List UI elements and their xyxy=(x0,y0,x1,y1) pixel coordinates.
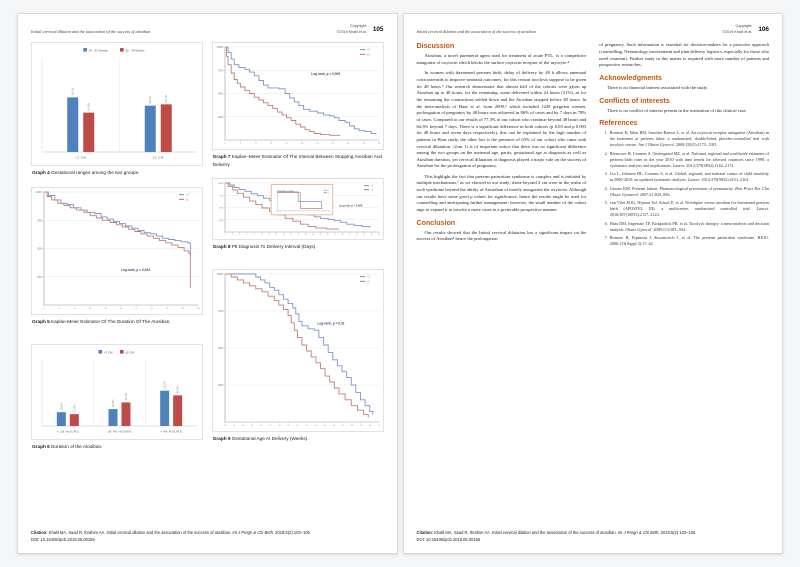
svg-text:50%: 50% xyxy=(37,247,43,251)
svg-text:24: 24 xyxy=(282,233,285,236)
graph5-figure xyxy=(31,187,203,330)
svg-text:24: 24 xyxy=(73,307,76,310)
svg-text:24: 24 xyxy=(285,143,288,146)
graph8-caption: Graph 8 Ptl Diagnosis To Delivery Interval (Days). xyxy=(212,243,317,249)
svg-text:Log rank, p = 0,008: Log rank, p = 0,008 xyxy=(338,204,363,208)
graph8-km-chart xyxy=(212,178,384,240)
svg-text:50%: 50% xyxy=(217,346,224,350)
graph9-figure xyxy=(212,269,384,447)
svg-text:60: 60 xyxy=(370,233,373,236)
reference-item: 7. Romero R, Espinoza J, Kusanovich J, et al. The preterm parturition syndrome. BJOG. 2006;113(Suppl 3):17–42. xyxy=(609,235,769,247)
svg-text:33: 33 xyxy=(304,233,307,236)
discussion-heading: Discussion xyxy=(416,42,455,51)
svg-text:33: 33 xyxy=(305,424,308,427)
svg-text:18-48 HOURS: 18-48 HOURS xyxy=(107,429,132,434)
svg-text:<2: <2 xyxy=(327,190,329,192)
running-title: Initial cervical dilation and the association of the success of atosiban xyxy=(416,29,536,34)
svg-text:6: 6 xyxy=(238,233,240,236)
svg-text:42: 42 xyxy=(331,143,334,146)
svg-text:49,3%: 49,3% xyxy=(149,96,153,105)
graph6-bar-chart xyxy=(31,344,203,440)
svg-text:100%: 100% xyxy=(216,46,224,50)
citation-footer xyxy=(417,530,770,543)
svg-text:Log rank, p = 0,005: Log rank, p = 0,005 xyxy=(310,72,340,77)
reference-item: 1. Romero R, Sibai BM, Sanchez-Ramos L, et al. An oxytocin receptor antagonist (Atosiban) in the treatment of preterm labor: a randomized, double-blind, placebo-controlled trial with tocolytic rescue. Am J Obstet Gynecol. 2000;182(5):1173–1183. xyxy=(609,130,769,148)
svg-text:75%: 75% xyxy=(217,309,224,313)
svg-text:≥2: ≥2 xyxy=(185,196,189,201)
acknowledgments-text: There is no financial interest associated with the study. xyxy=(607,85,708,91)
doi-line: DOI: 10.15406/ipcb.2019.05.00156 xyxy=(416,536,481,542)
svg-text:27: 27 xyxy=(250,424,254,427)
svg-text:48: 48 xyxy=(104,307,107,310)
graph7-caption: Graph 7 Kaplan–Meier Estimator Of The Interval Between Stopping Atosiban And Delivery xyxy=(212,154,383,167)
text-column-left xyxy=(417,42,587,249)
svg-text:41: 41 xyxy=(377,424,380,427)
svg-text:108: 108 xyxy=(180,307,185,310)
svg-text:96: 96 xyxy=(166,307,169,310)
citation-line: Citation: Khalil MA, Saad R, Ibrahim AA. Initial cervical dilation and the association of the success of atosiban. Int J Pregn & Chi Birth. 2019;5(2):103–106. xyxy=(416,530,697,536)
svg-text:34: 34 xyxy=(314,424,317,427)
discussion-paragraph-1: Atosiban, a novel parenteral agent used for treatment of acute PTL, is a competitive antagonist of oxytocin which blocks the surface oxytocin receptor of the myocyte.⁴ xyxy=(416,53,587,66)
svg-text:26: 26 xyxy=(241,424,245,427)
svg-text:30: 30 xyxy=(297,233,300,236)
svg-text:50%: 50% xyxy=(217,92,224,96)
svg-text:25%: 25% xyxy=(37,275,43,279)
svg-text:17,9%: 17,9% xyxy=(73,404,77,412)
svg-text:<2: <2 xyxy=(370,185,373,188)
svg-text:≥2: ≥2 xyxy=(370,189,373,192)
graph7-figure xyxy=(212,42,384,172)
svg-text:30: 30 xyxy=(300,143,303,146)
svg-text:28: 28 xyxy=(259,424,263,427)
svg-text:36: 36 xyxy=(332,424,335,427)
reference-item: 4. Groom KM. Preterm labour. Pharmacological prevention of prematurity. Best Pract Res Clin Obstet Gynaecol. 2007;21:843–856. xyxy=(609,186,769,198)
page-number: 106 xyxy=(758,26,769,34)
svg-text:63: 63 xyxy=(377,233,380,236)
citation-journal: Int J Pregn & Chi Birth. xyxy=(617,530,660,536)
running-title: Initial cervical dilation and the association of the success of atosiban xyxy=(31,29,151,34)
conflicts-heading: Conflicts of interests xyxy=(599,96,670,105)
svg-text:39: 39 xyxy=(359,424,362,427)
svg-text:36: 36 xyxy=(89,307,92,310)
svg-text:≥2 CM: ≥2 CM xyxy=(125,349,135,354)
citation-journal: Int J Pregn & Chi Birth. xyxy=(232,530,275,536)
svg-text:100%: 100% xyxy=(35,190,43,194)
svg-text:50,7%: 50,7% xyxy=(165,95,169,103)
copyright-value: ©2019 Khalil et al. xyxy=(722,29,753,34)
svg-text:25%: 25% xyxy=(217,383,224,387)
svg-text:36: 36 xyxy=(311,233,314,236)
svg-text:45: 45 xyxy=(333,233,336,236)
svg-text:48: 48 xyxy=(346,143,350,146)
graph4-figure xyxy=(31,42,203,181)
svg-text:54: 54 xyxy=(362,143,365,146)
svg-text:100%: 100% xyxy=(216,272,224,276)
svg-text:75%: 75% xyxy=(217,69,224,73)
copyright-label: Copyright: xyxy=(350,24,367,28)
reference-item: 6. Haas DM, Imperiale TF, Kirkpatrick PR, et al. Tocolytic therapy: a meta-analysis and decision analysis. Obstet Gynecol. 2009;113:585–594. xyxy=(609,221,769,233)
svg-text:≥2: ≥2 xyxy=(327,193,329,195)
copyright-label: Copyright: xyxy=(735,24,753,28)
page-header xyxy=(31,24,384,35)
citation-footer xyxy=(31,530,384,543)
graph9-caption: Graph 9 Gestational Age At Delivery (Weeks). xyxy=(212,435,309,441)
svg-text:12: 12 xyxy=(58,307,61,310)
svg-text:35: 35 xyxy=(323,424,326,427)
svg-text:36: 36 xyxy=(315,143,319,146)
svg-text:25: 25 xyxy=(232,424,235,427)
svg-text:Log-rank, p = 0,544: Log-rank, p = 0,544 xyxy=(121,267,150,272)
svg-text:< 18 HOURS: < 18 HOURS xyxy=(56,429,79,434)
page-left xyxy=(17,13,398,554)
doi-line: DOI: 10.15406/ipcb.2019.05.00156 xyxy=(31,536,95,542)
svg-text:53,5%: 53,5% xyxy=(163,380,167,389)
svg-text:25%: 25% xyxy=(218,219,224,222)
svg-text:21: 21 xyxy=(275,233,278,236)
svg-text:40: 40 xyxy=(368,424,371,427)
svg-text:6: 6 xyxy=(239,143,241,146)
graph9-km-chart xyxy=(212,269,384,432)
svg-text:39: 39 xyxy=(319,233,322,236)
svg-text:38: 38 xyxy=(350,424,353,427)
graph5-caption: Graph 5 Kaplan-Meier Estimator Of The Duration Of The Atosiban. xyxy=(32,318,171,324)
svg-text:100%: 100% xyxy=(217,182,224,185)
reference-item: 2. Blencowe H, Cousens S, Oestergaard MZ, et al. National, regional and worldwide estimates of preterm birth rates in the year 2010 with time trends for selected countries since 1990: a systematic analysis and implications. Lancet. 2012;379(9832):2162–2172. xyxy=(609,151,769,169)
left-figure-column xyxy=(31,42,203,459)
svg-text:32 - 34 Weeks: 32 - 34 Weeks xyxy=(125,48,145,53)
graph6-figure xyxy=(31,344,203,455)
svg-text:0: 0 xyxy=(43,307,45,310)
graph4-caption: Graph 4 Gestational ranges among the two groups. xyxy=(32,170,140,176)
svg-text:12: 12 xyxy=(253,233,256,236)
svg-text:60: 60 xyxy=(119,307,123,310)
svg-text:Log rank, p = 0,04: Log rank, p = 0,04 xyxy=(277,189,294,192)
svg-text:<2: <2 xyxy=(366,274,370,279)
svg-text:<2 CM: <2 CM xyxy=(75,155,87,160)
citation-line: Citation: Khalil MA, Saad R, Ibrahim AA. Initial cervical dilation and the association of the success of atosiban. Int J Pregn & Chi Birth. 2019;5(2):103–106. xyxy=(31,530,311,536)
graph5-km-chart xyxy=(31,187,203,315)
svg-text:<2: <2 xyxy=(366,47,370,52)
svg-text:15: 15 xyxy=(260,233,263,236)
svg-text:≥2: ≥2 xyxy=(366,52,370,57)
reference-item: 3. Liu L, Johnson HL, Cousens S, et al. Global, regional, and national causes of child mortality in 2000-2010: an updated systematic analysis. Lancet. 2012;379(9832):2151–2161. xyxy=(609,171,769,183)
acknowledgments-heading: Acknowledgments xyxy=(599,74,662,83)
svg-text:37: 37 xyxy=(341,424,344,427)
svg-text:42: 42 xyxy=(326,233,329,236)
svg-text:<2 CM: <2 CM xyxy=(103,349,113,354)
svg-text:≥2 CM: ≥2 CM xyxy=(152,155,164,160)
text-column-right xyxy=(599,42,769,249)
svg-text:Log-rank, p = 0,01: Log-rank, p = 0,01 xyxy=(317,320,345,325)
svg-text:32: 32 xyxy=(296,424,299,427)
svg-text:51: 51 xyxy=(348,233,351,236)
svg-text:20,9%: 20,9% xyxy=(60,402,64,410)
svg-text:18: 18 xyxy=(267,233,270,236)
svg-text:72: 72 xyxy=(135,307,138,310)
conclusion-continuation: of pregnancy. Such information is essential for decision-makers for a proactive approach (counselling, Neonatology involvement and plan delivery logistics, especially for those who need cesarean). Further study in this matter is required with more number of patients and prospective researches. xyxy=(599,42,769,68)
right-figure-column xyxy=(212,42,384,459)
copyright-value: ©2019 Khalil et al. xyxy=(336,29,367,34)
svg-text:75%: 75% xyxy=(37,218,43,222)
svg-text:24: 24 xyxy=(223,424,226,427)
graph6-caption: Graph 6 Duration of the Atosiban. xyxy=(32,443,103,449)
svg-text:35,7%: 35,7% xyxy=(125,392,128,401)
conclusion-paragraph: Our results showed that the Initial cervical dilatation has a significant impact on the success of Atosiban⁸ hence the prolongation xyxy=(416,229,587,242)
svg-text:58,1%: 58,1% xyxy=(71,88,75,96)
svg-text:25,6%: 25,6% xyxy=(112,399,115,407)
svg-text:60: 60 xyxy=(377,143,380,146)
svg-text:57: 57 xyxy=(363,233,366,236)
page-header xyxy=(417,24,770,35)
svg-text:50%: 50% xyxy=(218,207,224,210)
svg-text:27: 27 xyxy=(289,233,292,236)
references-heading: References xyxy=(599,119,638,128)
svg-text:48: 48 xyxy=(341,233,344,236)
svg-text:18: 18 xyxy=(269,143,273,146)
svg-text:3: 3 xyxy=(231,233,233,236)
page-number: 105 xyxy=(372,26,384,34)
svg-text:<2: <2 xyxy=(185,192,189,197)
svg-text:120: 120 xyxy=(196,307,200,310)
svg-text:9: 9 xyxy=(246,233,248,236)
discussion-paragraph-3: This highlight the fact that preterm parturition syndrome is complex and is initiated by multiple mechanisms,⁷ as we showed in our study; those beyond 2 cm were in the realm of such syndrome beyond the ability of Atosiaban of merely antagonise the oxytocin. Although our results have some good p values for significance, hence the results might be used for counselling and anticipating further management; however, the small number of the cohort urge to expand it to involve a more cases in a preferable prospective manner. xyxy=(416,173,587,212)
graph4-bar-chart xyxy=(31,42,203,166)
svg-text:0: 0 xyxy=(224,143,226,146)
graph8-figure xyxy=(212,178,384,255)
svg-text:31: 31 xyxy=(287,424,290,427)
svg-text:46,4%: 46,4% xyxy=(176,385,180,393)
svg-text:29: 29 xyxy=(268,424,272,427)
graph7-km-chart xyxy=(212,42,384,150)
svg-text:41,9%: 41,9% xyxy=(87,103,91,112)
references-list xyxy=(599,130,769,247)
svg-text:84: 84 xyxy=(150,307,153,310)
svg-text:30: 30 xyxy=(277,424,281,427)
discussion-paragraph-2: In women with threatened preterm birth, delay of delivery by 48 h allows antenatal corticosteroids to improve neonatal outcomes, for this reason tocolysis suppose to be given for 48 hours.⁵ Our research demonstrate that almost half of the cohorts were given up Atosiban up to 48 hours, for the remaining, some delivered within 24 hours (31%), as for the remaining the contractions settled down and the Atosiban stopped before 48 hours. In the meta-analysis of Haas et al. from 2009,⁶ which included 1249 pregnant women, prolongation of pregnancy by 48 hours was achieved in 86% of cases and by 7 days in 78% of cases. Compared to our results of 77,3% in our cohort who continue beyond 48 hours and 64,3% beyond 7 days. There is a significant difference in both cohorts (p 0,03 and p 0,003 for 48 hours and seven days respectively), this can be explained by the high number of patients in Haas study, the other fact is the presence of 63% of our cohort who came with cervical dilatation >2cm. It is of important notice that there was no significant difference among the two groups on the maternal age, parity, gestational age at diagnosis as well as Atosiban duration, yet cervical dilatation at diagnosis played a major rule on the success of Atosiban for the prolongation of pregnancy. xyxy=(416,70,587,169)
svg-text:≥2: ≥2 xyxy=(366,278,370,283)
svg-text:24 - 32 Weeks: 24 - 32 Weeks xyxy=(88,48,108,53)
svg-text:54: 54 xyxy=(355,233,358,236)
svg-text:12: 12 xyxy=(254,143,257,146)
conclusion-heading: Conclusion xyxy=(416,218,456,227)
conflicts-text: There is no conflict of interest present in the realization of this clinical case. xyxy=(607,107,747,113)
copyright-block xyxy=(722,24,752,35)
svg-text:> 48 HOURS: > 48 HOURS xyxy=(160,429,183,434)
page-right xyxy=(403,13,784,554)
svg-text:75%: 75% xyxy=(218,194,224,197)
svg-text:0: 0 xyxy=(224,233,226,236)
copyright-block xyxy=(337,24,367,35)
svg-text:25%: 25% xyxy=(217,116,224,120)
reference-item: 5. van Vliet EOG, Nijman TaJ, Schuit E, et al. Nifedipine versus atosiban for threatened preterm birth (APOSTEL III): a multicentre, randomised controlled trial. Lancet. 2016;387(10033):2117–2124. xyxy=(609,200,769,218)
